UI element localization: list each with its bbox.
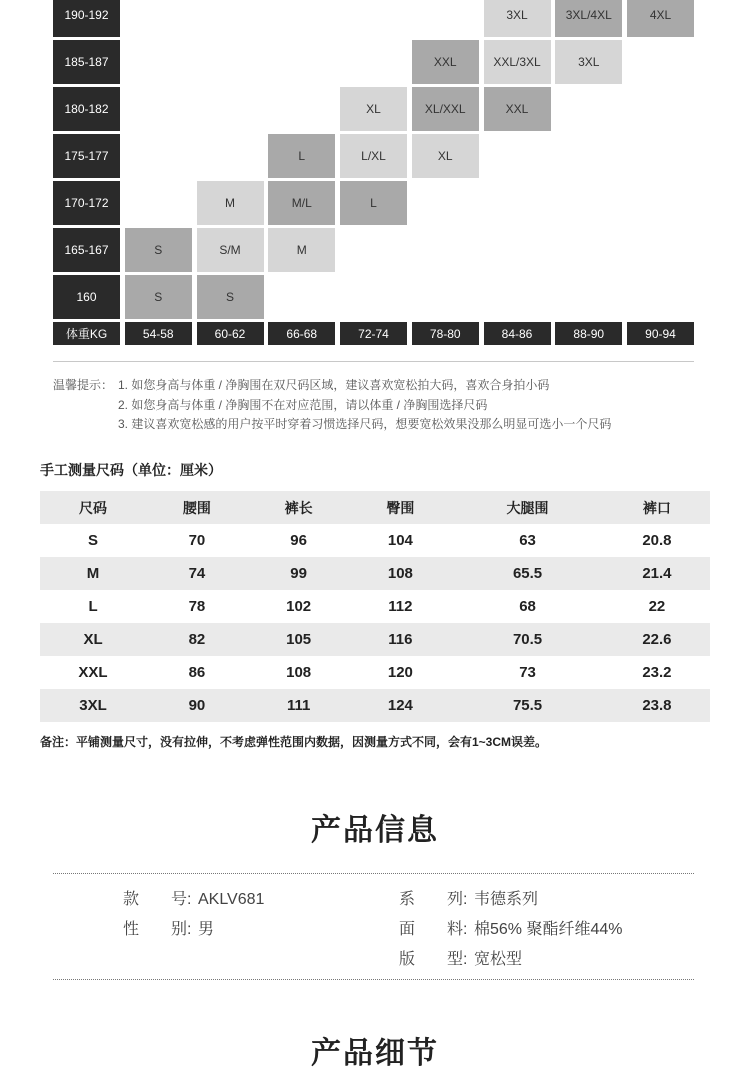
size-cell: XL/XXL <box>412 87 479 131</box>
cell-size: L <box>88 598 98 615</box>
info-value: 韦德系列 <box>474 891 539 908</box>
header-leg-opening: 裤口 <box>642 499 671 516</box>
cell-waist: 86 <box>188 664 206 681</box>
cell-hip: 120 <box>387 664 413 681</box>
info-key: 款 号: <box>123 891 192 908</box>
product-info-title: 产品信息 <box>311 814 439 847</box>
dotted-divider-top <box>53 873 694 874</box>
cell-size: M <box>86 565 100 582</box>
measure-title: 手工测量尺码（单位：厘米） <box>40 462 222 478</box>
cell-size: 3XL <box>79 697 107 714</box>
cell-waist: 78 <box>188 598 206 615</box>
size-cell: 4XL <box>627 0 694 37</box>
cell-thigh: 75.5 <box>512 697 543 714</box>
info-value: 宽松型 <box>474 951 523 968</box>
info-value: 男 <box>198 921 215 938</box>
divider <box>53 361 694 362</box>
cell-hip: 112 <box>388 598 413 615</box>
cell-leg-opening: 22 <box>648 598 666 615</box>
cell-hip: 116 <box>388 631 413 648</box>
height-label: 180-182 <box>53 87 120 131</box>
info-value: AKLV681 <box>198 891 265 908</box>
tip-line-3: 3. 建议喜欢宽松感的用户按平时穿着习惯选择尺码，想要宽松效果没那么明显可选小一个尺码 <box>118 417 612 431</box>
info-key: 性 别: <box>123 921 192 938</box>
table-row <box>40 524 710 557</box>
table-row <box>40 623 710 656</box>
info-key: 系 列: <box>399 891 468 908</box>
info-key: 版 型: <box>399 951 468 968</box>
size-chart-grid <box>0 0 750 350</box>
cell-waist: 74 <box>188 565 206 582</box>
size-cell: 3XL/4XL <box>555 0 622 37</box>
weight-axis-label: 体重KG <box>53 322 120 345</box>
cell-waist: 82 <box>188 631 206 648</box>
size-cell: XXL <box>412 40 479 84</box>
cell-thigh: 73 <box>519 664 536 681</box>
cell-size: S <box>88 532 99 549</box>
cell-hip: 108 <box>387 565 413 582</box>
info-series <box>399 886 538 909</box>
weight-label: 78-80 <box>412 322 479 345</box>
cell-thigh: 68 <box>519 598 536 615</box>
size-cell: S <box>125 275 192 319</box>
header-waist: 腰围 <box>182 499 211 516</box>
table-row <box>40 590 710 623</box>
height-label: 170-172 <box>53 181 120 225</box>
weight-label: 66-68 <box>268 322 335 345</box>
cell-size: XL <box>83 631 103 648</box>
size-cell: S <box>125 228 192 272</box>
cell-size: XXL <box>78 664 108 681</box>
cell-leg-opening: 21.4 <box>642 565 672 582</box>
height-label: 160 <box>53 275 120 319</box>
next-section-title: 产品细节 <box>311 1037 439 1070</box>
cell-leg-opening: 20.8 <box>642 532 672 549</box>
table-row <box>40 656 710 689</box>
info-gender <box>123 916 214 939</box>
info-value: 棉56% 聚酯纤维44% <box>474 921 623 938</box>
weight-label: 60-62 <box>197 322 264 345</box>
cell-leg-opening: 23.8 <box>642 697 672 714</box>
cell-thigh: 63 <box>519 532 536 549</box>
table-row <box>40 689 710 722</box>
size-cell: XL <box>412 134 479 178</box>
header-size: 尺码 <box>79 499 108 516</box>
info-fit <box>399 946 522 969</box>
cell-length: 105 <box>286 631 312 648</box>
cell-length: 108 <box>286 664 312 681</box>
measure-note: 备注：平铺测量尺寸，没有拉伸，不考虑弹性范围内数据，因测量方式不同，会有1~3CM误差。 <box>40 735 548 749</box>
size-cell: M <box>197 181 264 225</box>
header-thigh: 大腿围 <box>506 499 549 516</box>
header-length: 裤长 <box>284 499 313 516</box>
weight-label: 54-58 <box>125 322 192 345</box>
header-hip: 臀围 <box>386 499 415 516</box>
cell-waist: 90 <box>188 697 206 714</box>
cell-length: 102 <box>286 598 312 615</box>
weight-label: 88-90 <box>555 322 622 345</box>
size-cell: S/M <box>197 228 264 272</box>
cell-leg-opening: 23.2 <box>642 664 672 681</box>
info-key: 面 料: <box>399 921 468 938</box>
tips-label: 温馨提示： <box>53 378 114 392</box>
size-cell: 3XL <box>484 0 551 37</box>
size-cell: XXL/3XL <box>484 40 551 84</box>
height-label: 175-177 <box>53 134 120 178</box>
measure-table <box>40 491 710 722</box>
info-style-no <box>123 886 264 909</box>
cell-hip: 104 <box>387 532 413 549</box>
info-fabric <box>399 916 623 939</box>
size-cell: 3XL <box>555 40 622 84</box>
height-label: 165-167 <box>53 228 120 272</box>
table-header-row <box>40 491 710 524</box>
cell-length: 99 <box>290 565 307 582</box>
dotted-divider-bottom <box>53 979 694 980</box>
height-label: 190-192 <box>53 0 120 37</box>
size-cell: L <box>340 181 407 225</box>
cell-waist: 70 <box>188 532 206 549</box>
table-row <box>40 557 710 590</box>
size-cell: L <box>268 134 335 178</box>
weight-label: 84-86 <box>484 322 551 345</box>
weight-label: 72-74 <box>340 322 407 345</box>
size-cell: M <box>268 228 335 272</box>
cell-length: 111 <box>286 697 311 714</box>
tip-line-2: 2. 如您身高与体重 / 净胸围不在对应范围，请以体重 / 净胸围选择尺码 <box>118 397 488 412</box>
size-cell: S <box>197 275 264 319</box>
size-cell: XL <box>340 87 407 131</box>
size-cell: L/XL <box>340 134 407 178</box>
size-cell: XXL <box>484 87 551 131</box>
height-label: 185-187 <box>53 40 120 84</box>
cell-leg-opening: 22.6 <box>642 631 672 648</box>
tip-line-1: 1. 如您身高与体重 / 净胸围在双尺码区域，建议喜欢宽松拍大码，喜欢合身拍小码 <box>118 378 550 392</box>
cell-thigh: 65.5 <box>512 565 543 582</box>
weight-label: 90-94 <box>627 322 694 345</box>
tips-block <box>53 376 611 435</box>
cell-thigh: 70.5 <box>512 631 543 648</box>
cell-length: 96 <box>290 532 307 549</box>
cell-hip: 124 <box>387 697 413 714</box>
size-cell: M/L <box>268 181 335 225</box>
